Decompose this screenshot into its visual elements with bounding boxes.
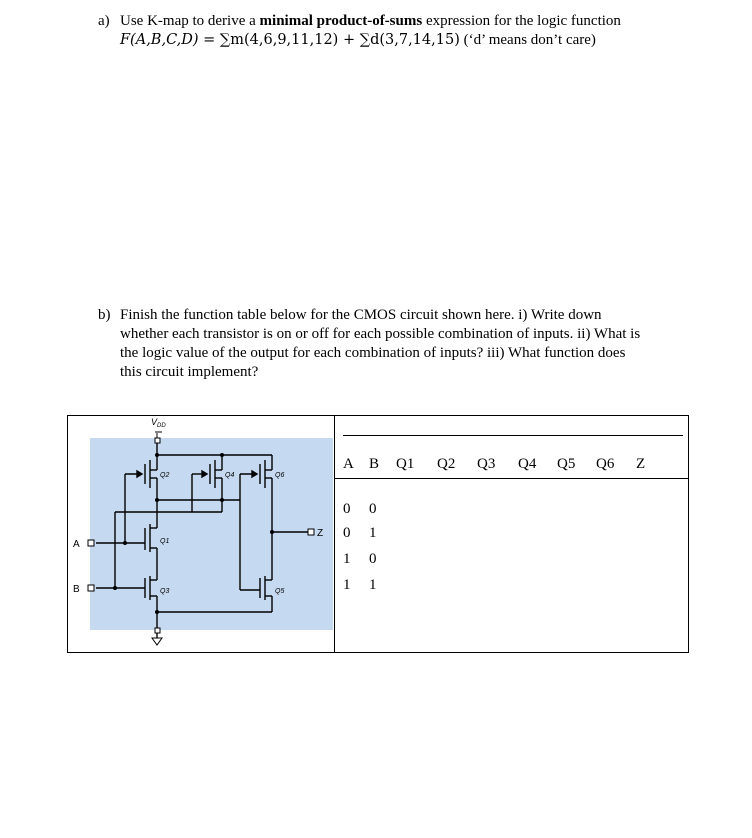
table-header-q5: Q5 [557,456,576,472]
question-b-line: whether each transistor is on or off for each possible combination of inputs. ii) What is [120,326,641,342]
input-a-label: A [73,539,80,550]
table-header-b: B [369,456,380,472]
transistor-label: Q5 [275,588,285,595]
ground-icon [152,638,162,645]
table-header-q2: Q2 [437,456,456,472]
question-a-line2: F(A,B,C,D) = ∑m(4,6,9,11,12) + ∑d(3,7,14,15) (‘d’ means don’t care) [120,32,596,48]
dont-care-note: (‘d’ means don’t care) [459,32,596,48]
table-cell-a: 0 [343,525,351,541]
question-b-line: this circuit implement? [120,364,259,380]
table-cell-a: 1 [343,577,351,593]
function-name: F(A,B,C,D) = [120,32,220,48]
table-header-a: A [343,456,354,472]
gnd-terminal [155,628,160,633]
table-cell-b: 1 [369,525,377,541]
table-top-rule [343,435,683,436]
question-a-label: a) [98,13,110,29]
question-b-label: b) [98,307,111,323]
table-header-rule [335,478,688,479]
table-header-q1: Q1 [396,456,415,472]
input-b-terminal [88,585,94,591]
output-z-terminal [308,529,314,535]
table-header-z: Z [636,456,646,472]
table-header-q6: Q6 [596,456,615,472]
question-a-line1: Use K-map to derive a minimal product-of-sums expression for the logic function [120,13,621,29]
vdd-terminal [155,438,160,443]
table-cell-a: 1 [343,551,351,567]
transistor-label: Q1 [160,538,170,545]
output-z-label: Z [317,528,324,539]
transistor-label: Q6 [275,472,285,479]
table-header-q4: Q4 [518,456,537,472]
transistor-label: Q2 [160,472,170,479]
vdd-label: $V_{DD}$ [151,417,166,429]
question-a-bold: minimal product-of-sums [259,13,423,29]
table-cell-a: 0 [343,501,351,517]
input-a-terminal [88,540,94,546]
question-b-line: Finish the function table below for the CMOS circuit shown here. i) Write down [120,307,602,323]
table-header-q3: Q3 [477,456,496,472]
table-cell-b: 0 [369,551,377,567]
transistor-label: Q4 [225,472,235,479]
question-b-line: the logic value of the output for each combination of inputs? iii) What function does [120,345,626,361]
table-cell-b: 0 [369,501,377,517]
input-b-label: B [73,584,80,595]
circuit-background [90,438,333,630]
table-cell-b: 1 [369,577,377,593]
dont-cares: ∑d(3,7,14,15) [359,32,460,48]
transistor-label: Q3 [160,588,170,595]
minterms: ∑m(4,6,9,11,12) [219,32,339,48]
